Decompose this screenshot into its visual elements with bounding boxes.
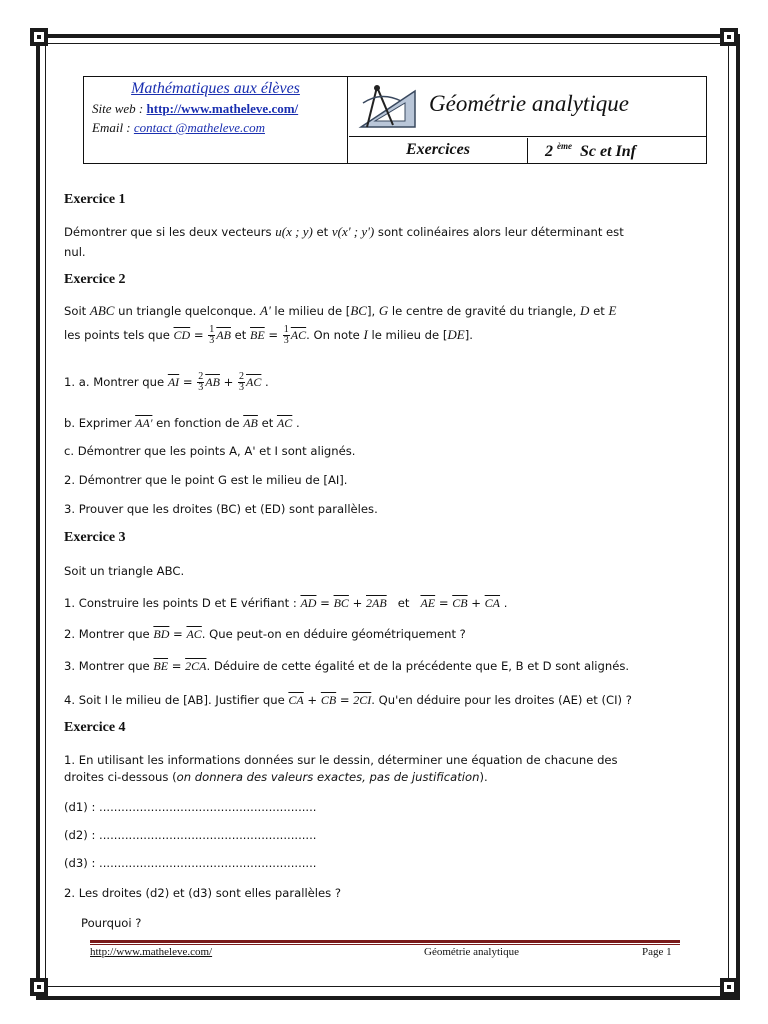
corner-ornament-icon (28, 26, 50, 48)
footer-page-number: Page 1 (642, 946, 672, 958)
corner-ornament-icon (718, 26, 740, 48)
answer-line-d1[interactable]: (d1) : ........................................................... (64, 800, 317, 814)
footer-rule (90, 940, 680, 943)
exercise-1-line-2: nul. (64, 245, 86, 259)
exercise-2-q1b: b. Exprimer AA' en fonction de $\overline{AB}$ et $\overline{AC}$ . (64, 416, 300, 430)
level-cell (529, 138, 706, 163)
fraction: $\frac{2}{3}$ (239, 371, 245, 393)
exercise-4-line-1: 1. En utilisant les informations données sur le dessin, déterminer une équation de chacune des (64, 753, 618, 767)
title-cell (349, 77, 706, 137)
exercise-4-why: Pourquoi ? (81, 916, 142, 930)
vector-v: v(x' ; y') (331, 224, 375, 239)
site-web-link[interactable]: http://www.matheleve.com/ (146, 101, 299, 116)
exercise-4-q2: 2. Les droites (d2) et (d3) sont elles parallèles ? (64, 886, 342, 900)
exercise-1-line-1: Démontrer que si les deux vecteurs u(x ; y) et v(x' ; y') sont colinéaires alors leur déterminant est (64, 224, 624, 239)
exercise-3-intro: Soit un triangle ABC. (64, 564, 185, 578)
document-header (83, 76, 707, 164)
subtitle-cell (349, 138, 528, 163)
answer-line-d3[interactable]: (d3) : ........................................................... (64, 856, 317, 870)
level-label (545, 141, 636, 161)
exercise-2-line-1: Soit ABC un triangle quelconque. A' le milieu de [BC], G le centre de gravité du triangle, D et E (64, 303, 617, 318)
geometry-tools-icon (357, 83, 419, 131)
exercise-3-q4: 4. Soit I le milieu de [AB]. Justifier que $\overline{CA} + \overline{CB} = 2CI$. Qu'en déduire pour les droites (AE) et (CI) ? (64, 693, 632, 707)
exercise-3-q3: 3. Montrer que $\overline{BE} = 2CA$. Déduire de cette égalité et de la précédente que E, B et D sont alignés. (64, 659, 630, 673)
level-sup: ème (557, 141, 572, 151)
fraction: $\frac{2}{3}$ (198, 371, 204, 393)
exercise-3-title: Exercice 3 (64, 530, 126, 545)
level-number: 2 (545, 143, 553, 160)
exercise-2-q3: 3. Prouver que les droites (BC) et (ED) sont parallèles. (64, 502, 378, 516)
fraction: $\frac{1}{3}$ (283, 324, 289, 346)
email-link[interactable]: contact @matheleve.com (133, 120, 265, 135)
exercise-2-q1a: 1. a. Montrer que $\overline{AI}$ = $\frac{2}{3}$ $\overline{AB}$ + $\frac{2}{3}$ $\overline{AC}$ . (64, 371, 269, 393)
email-line (92, 120, 265, 136)
level-text: Sc et Inf (580, 143, 636, 160)
fraction: $\frac{1}{3}$ (209, 324, 215, 346)
exercise-2-q1c: c. Démontrer que les points A, A' et I sont alignés. (64, 444, 356, 458)
footer-rule-thin (90, 944, 680, 945)
site-title: Mathématiques aux élèves (131, 80, 300, 97)
footer-title: Géométrie analytique (424, 946, 519, 958)
answer-line-d2[interactable]: (d2) : ........................................................... (64, 828, 317, 842)
exercise-2-title: Exercice 2 (64, 272, 126, 287)
exercise-4-line-2: droites ci-dessous (on donnera des valeurs exactes, pas de justification). (64, 770, 488, 784)
exercise-2-line-2: les points tels que $\overline{CD}$ = $\frac{1}{3}$ $\overline{AB}$ et $\overline{BE}$ = $\frac{1}{3}$ $\overline{AC}$. On note I le milieu de [DE]. (64, 324, 473, 346)
site-web-line (92, 101, 298, 117)
exercise-2-q2: 2. Démontrer que le point G est le milieu de [AI]. (64, 473, 348, 487)
corner-ornament-icon (718, 976, 740, 998)
site-web-label: Site web : (92, 101, 147, 116)
vector-u: u(x ; y) (275, 224, 313, 239)
exercise-4-title: Exercice 4 (64, 720, 126, 735)
corner-ornament-icon (28, 976, 50, 998)
exercise-3-q1: 1. Construire les points D et E vérifiant : $\overline{AD} = \overline{BC} + 2AB$ et $\overline{AE} = \overline{CB} + \overline{CA}$ . (64, 596, 508, 610)
footer-url[interactable]: http://www.matheleve.com/ (90, 946, 213, 958)
email-label: Email : (92, 120, 134, 135)
sub-label: Exercices (406, 141, 470, 158)
exercise-1-title: Exercice 1 (64, 192, 126, 207)
main-title: Géométrie analytique (429, 91, 629, 116)
exercise-3-q2: 2. Montrer que $\overline{BD} = \overline{AC}$. Que peut-on en déduire géométriquement ? (64, 627, 466, 641)
site-info-cell (84, 77, 348, 163)
